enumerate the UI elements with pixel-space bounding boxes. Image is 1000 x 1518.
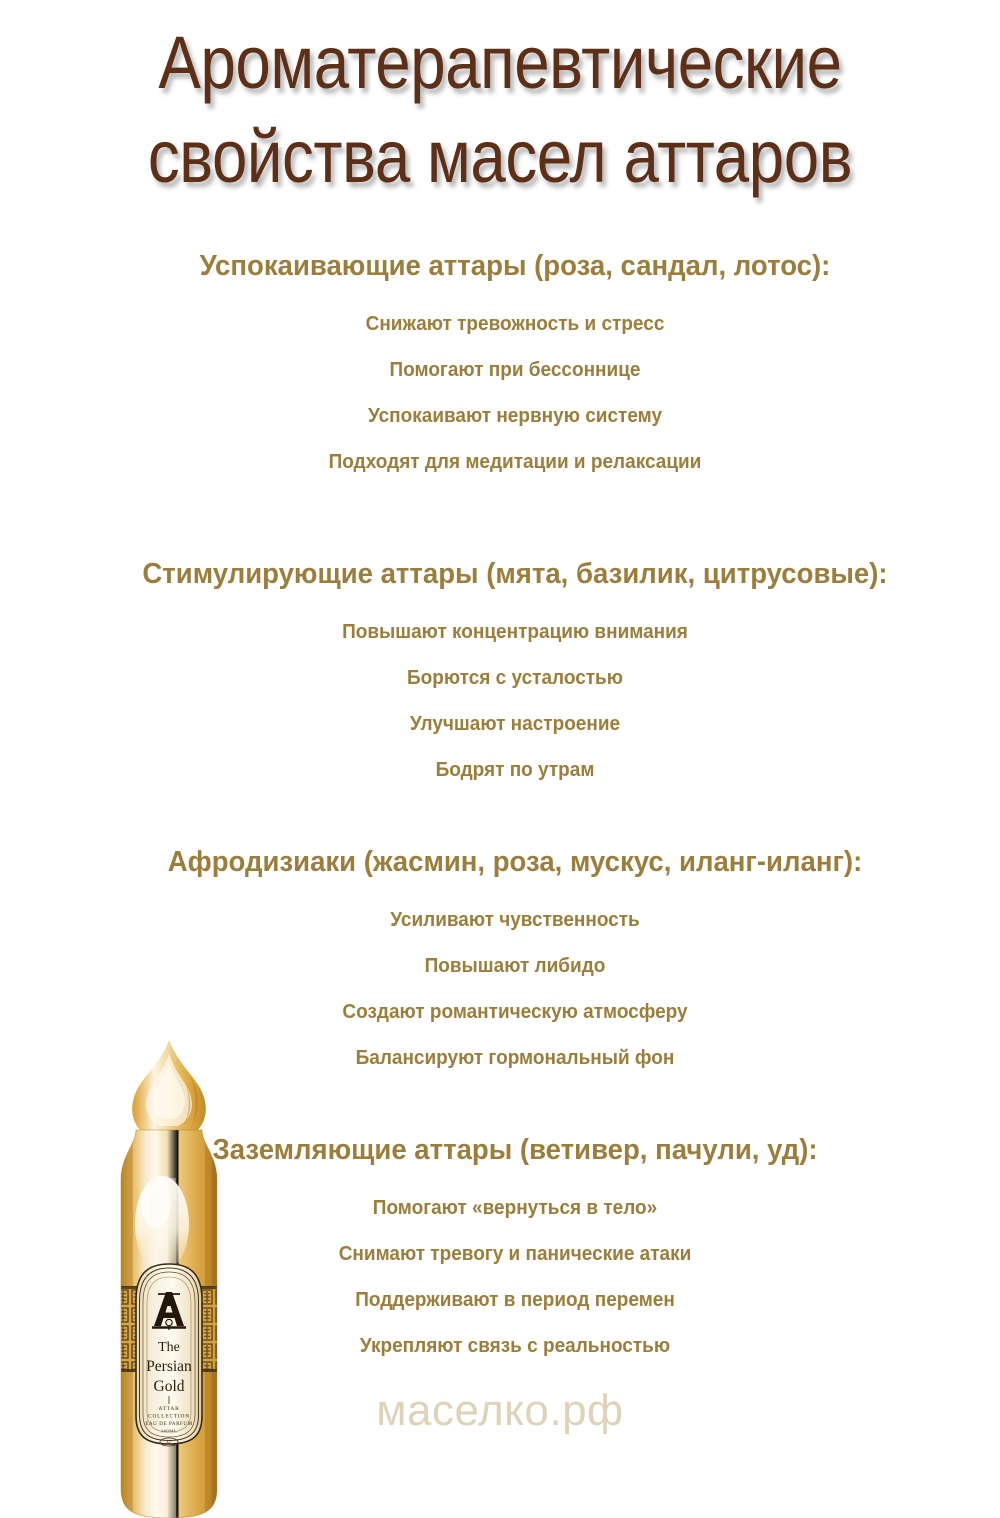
section-heading: Стимулирующие аттары (мята, базилик, цитрусовые): bbox=[142, 558, 888, 590]
section-item: Создают романтическую атмосферу bbox=[342, 1001, 688, 1023]
section-item: Усиливают чувственность bbox=[390, 909, 640, 931]
section-item: Повышают концентрацию внимания bbox=[342, 621, 688, 643]
bottle-name-line-2: Persian bbox=[146, 1358, 192, 1375]
section-item: Помогают при бессоннице bbox=[389, 359, 641, 381]
section-item: Поддерживают в период перемен bbox=[355, 1289, 675, 1311]
bottle-sub-line-3: EAU DE PARFUM bbox=[145, 1422, 193, 1427]
bottle-sub-line-4: 100ML bbox=[160, 1428, 178, 1434]
section-item: Помогают «вернуться в тело» bbox=[372, 1197, 658, 1219]
section-item: Улучшают настроение bbox=[409, 713, 621, 735]
section-items bbox=[15, 301, 1000, 485]
section-stimulating bbox=[15, 557, 1000, 793]
section-aphrodisiac bbox=[15, 845, 1000, 1081]
bottle-sub-line-2: COLLECTION bbox=[148, 1413, 190, 1420]
section-item: Борются с усталостью bbox=[407, 667, 623, 689]
section-items bbox=[15, 897, 1000, 1081]
section-items bbox=[15, 609, 1000, 793]
bottle-name-line-3: Gold bbox=[153, 1378, 185, 1395]
section-heading: Заземляющие аттары (ветивер, пачули, уд): bbox=[212, 1134, 818, 1166]
section-item: Повышают либидо bbox=[424, 955, 606, 977]
section-heading: Успокаивающие аттары (роза, сандал, лотос): bbox=[199, 250, 831, 282]
bottle-sub-line-1: ATTAR bbox=[158, 1406, 180, 1412]
section-grounding bbox=[15, 1133, 1000, 1369]
section-item: Снимают тревогу и панические атаки bbox=[338, 1243, 692, 1265]
section-calming bbox=[15, 249, 1000, 485]
section-item: Бодрят по утрам bbox=[435, 759, 595, 781]
section-items bbox=[15, 1185, 1000, 1369]
page-title-line-2: свойства масел аттаров bbox=[147, 115, 853, 198]
section-heading: Афродизиаки (жасмин, роза, мускус, иланг-иланг): bbox=[167, 846, 863, 878]
section-item: Снижают тревожность и стресс bbox=[365, 313, 665, 335]
section-item: Подходят для медитации и релаксации bbox=[328, 451, 702, 473]
site-watermark: маселко.рф bbox=[376, 1386, 624, 1435]
section-item: Укрепляют связь с реальностью bbox=[359, 1335, 671, 1357]
bottle-emblem-text: AC bbox=[165, 1440, 173, 1445]
page-title-line-1: Ароматерапевтические bbox=[158, 21, 842, 104]
section-item: Балансируют гормональный фон bbox=[355, 1047, 675, 1069]
section-item: Успокаивают нервную систему bbox=[367, 405, 663, 427]
bottle-name-line-1: The bbox=[158, 1340, 180, 1355]
